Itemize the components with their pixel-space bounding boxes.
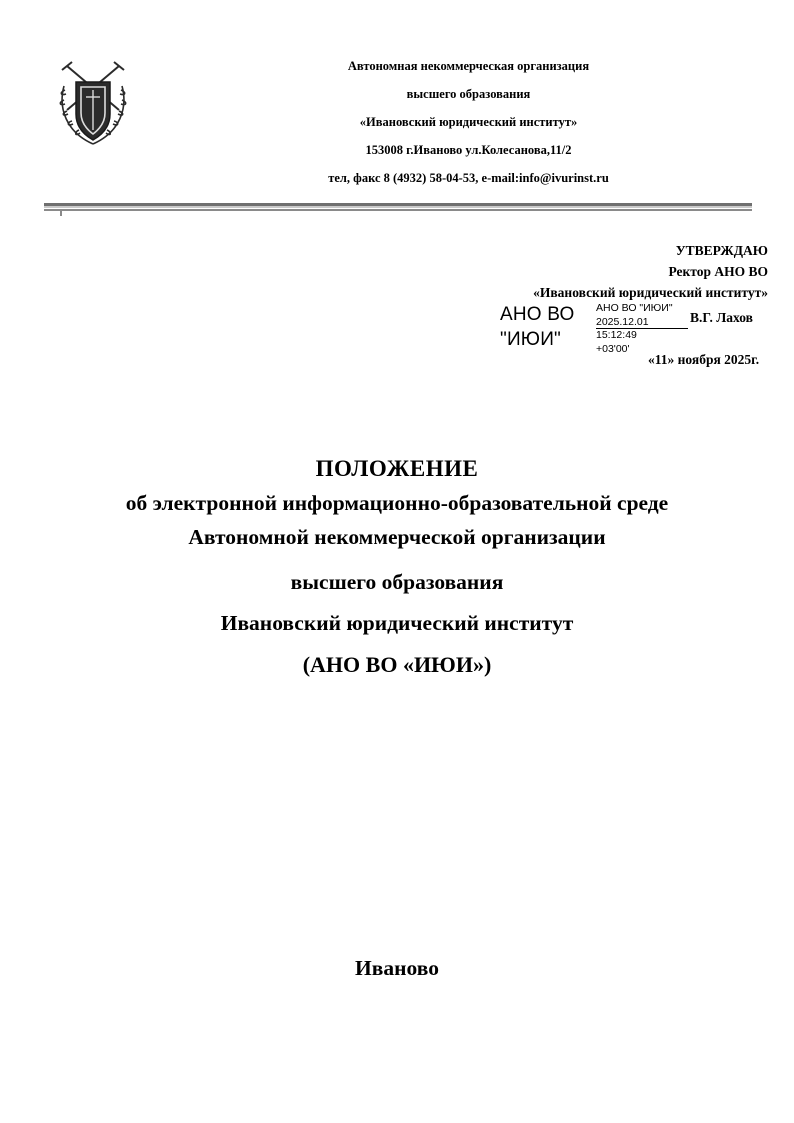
org-line-4: 153008 г.Иваново ул.Колесанова,11/2 (365, 143, 572, 157)
logo-container (0, 52, 185, 148)
divider-thin-line (44, 209, 752, 211)
document-title-block (57, 452, 737, 685)
signature-owner: АНО ВО "ИЮИ" (596, 302, 673, 314)
org-line-1: Автономная некоммерческая организация (347, 59, 590, 73)
approval-line-2: Ректор АНО ВО (668, 264, 768, 279)
footer-city: Иваново (355, 956, 439, 980)
letterhead (0, 52, 794, 192)
title-abbreviation: (АНО ВО «ИЮИ») (302, 652, 492, 677)
digital-signature-metadata (596, 302, 686, 356)
title-education-level: высшего образования (290, 570, 504, 594)
title-subject: об электронной информационно-образовательной среде (125, 491, 669, 515)
signature-underline (596, 328, 688, 329)
organization-details (185, 52, 794, 192)
org-line-3: «Ивановский юридический институт» (359, 115, 578, 129)
title-organization: Автономной некоммерческой организации (188, 525, 606, 549)
approval-block (348, 240, 768, 303)
divider-light-line (44, 206, 752, 208)
title-institute-name: Ивановский юридический институт (220, 611, 574, 635)
signature-time: 15:12:49 (596, 329, 637, 341)
org-line-5: тел, факс 8 (4932) 58-04-53, e-mail:info@ivurinst.ru (328, 171, 609, 185)
approval-date: «11» ноября 2025г. (648, 352, 760, 367)
page-title: ПОЛОЖЕНИЕ (315, 456, 479, 481)
signature-timezone: +03'00' (596, 342, 630, 355)
digital-signature-stamp-label: АНО ВО "ИЮИ" (500, 304, 575, 350)
signature-date: 2025.12.01 (596, 315, 649, 328)
title-spacer (57, 554, 737, 562)
divider-tick-mark (60, 210, 62, 216)
header-divider (44, 203, 752, 213)
approval-line-3: «Ивановский юридический институт» (533, 285, 768, 300)
org-line-2: высшего образования (406, 87, 531, 101)
signer-name: В.Г. Лахов (690, 310, 753, 325)
signature-row (500, 302, 772, 367)
approval-line-1: УТВЕРЖДАЮ (675, 243, 768, 258)
shield-crest-logo-icon (56, 56, 130, 148)
